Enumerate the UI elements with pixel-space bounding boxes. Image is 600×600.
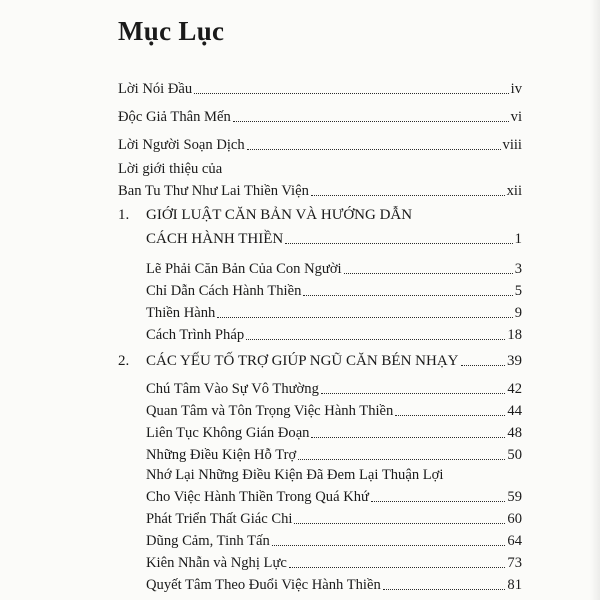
leader-dots <box>233 121 509 122</box>
leader-dots <box>298 459 505 460</box>
toc-entry-page: 50 <box>507 447 522 463</box>
chapter-heading <box>118 206 412 224</box>
toc-entry-page: 59 <box>507 489 522 505</box>
toc-entry-title: Lẽ Phải Căn Bản Của Con Người <box>146 261 342 277</box>
toc-entry <box>146 548 522 572</box>
leader-dots <box>383 589 506 590</box>
toc-entry-page: 73 <box>507 555 522 571</box>
toc-entry <box>146 254 522 278</box>
chapter-page: 1 <box>514 231 522 247</box>
chapter-number: 2. <box>118 353 130 369</box>
leader-dots <box>461 365 505 366</box>
toc-entry-page: 5 <box>514 283 522 299</box>
toc-entry-title: Lời Người Soạn Dịch <box>118 137 245 153</box>
toc-entry-title: Kiên Nhẫn và Nghị Lực <box>146 555 287 571</box>
toc-entry-page: viii <box>502 137 522 153</box>
leader-dots <box>371 501 505 502</box>
leader-dots <box>321 393 506 394</box>
leader-dots <box>311 195 505 196</box>
toc-entry-title: Những Điều Kiện Hỗ Trợ <box>146 447 297 463</box>
toc-entry-title: Cho Việc Hành Thiền Trong Quá Khứ <box>146 489 369 505</box>
toc-entry-page: 42 <box>507 381 522 397</box>
toc-entry <box>146 570 522 594</box>
toc-entry-page: xii <box>506 183 522 199</box>
toc-entry-title: Quyết Tâm Theo Đuổi Việc Hành Thiền <box>146 577 381 593</box>
leader-dots <box>395 415 505 416</box>
toc-entry <box>146 276 522 300</box>
leader-dots <box>311 437 505 438</box>
chapter-number: 1. <box>118 207 130 223</box>
chapter-heading <box>118 352 459 370</box>
toc-entry-page: 9 <box>514 305 522 321</box>
toc-entry-title-line1: Nhớ Lại Những Điều Kiện Đã Đem Lại Thuận Lợi <box>146 467 444 483</box>
leader-dots <box>217 317 512 318</box>
toc-entry-page: 64 <box>507 533 522 549</box>
toc-entry <box>146 374 522 398</box>
toc-entry-title: Ban Tu Thư Như Lai Thiền Viện <box>118 183 309 199</box>
toc-entry-title: Quan Tâm và Tôn Trọng Việc Hành Thiền <box>146 403 394 419</box>
chapter-entry <box>146 224 522 248</box>
leader-dots <box>344 273 513 274</box>
toc-entry <box>146 396 522 420</box>
toc-entry <box>146 418 522 442</box>
chapter-entry <box>118 346 522 370</box>
leader-dots <box>285 243 512 244</box>
toc-entry-title: Chú Tâm Vào Sự Vô Thường <box>146 381 319 397</box>
leader-dots <box>272 545 506 546</box>
toc-entry <box>118 102 522 126</box>
page-edge-shadow <box>590 0 600 600</box>
leader-dots <box>294 523 505 524</box>
toc-entry-page: vi <box>510 109 522 125</box>
toc-entry <box>118 130 522 154</box>
leader-dots <box>303 295 512 296</box>
toc-entry <box>146 482 522 506</box>
toc-entry-page: 81 <box>507 577 522 593</box>
toc-entry-page: 48 <box>507 425 522 441</box>
chapter-title: CÁC YẾU TỐ TRỢ GIÚP NGŨ CĂN BÉN NHẠY <box>146 353 459 369</box>
toc-entry-title: Thiền Hành <box>146 305 216 321</box>
toc-entry-page: 18 <box>507 327 522 343</box>
leader-dots <box>247 149 501 150</box>
toc-entry-title: Phát Triển Thất Giác Chi <box>146 511 293 527</box>
toc-entry-title: Liên Tục Không Gián Đoạn <box>146 425 310 441</box>
leader-dots <box>289 567 506 568</box>
toc-entry-page: iv <box>510 81 522 97</box>
page-title: Mục Lục <box>118 16 225 46</box>
toc-entry-title: Chỉ Dẫn Cách Hành Thiền <box>146 283 302 299</box>
toc-entry <box>118 74 522 98</box>
toc-entry <box>146 320 522 344</box>
toc-entry-page: 3 <box>514 261 522 277</box>
toc-entry <box>146 298 522 322</box>
toc-entry-page: 44 <box>507 403 522 419</box>
leader-dots <box>246 339 505 340</box>
toc-entry-title: Lời Nói Đầu <box>118 81 193 97</box>
toc-entry <box>146 504 522 528</box>
leader-dots <box>194 93 508 94</box>
toc-entry-title-line1: Lời giới thiệu của <box>118 161 223 177</box>
toc-entry-title: Độc Giả Thân Mến <box>118 109 231 125</box>
toc-entry <box>146 526 522 550</box>
toc-entry-page: 60 <box>507 511 522 527</box>
chapter-title-line2: CÁCH HÀNH THIỀN <box>146 231 284 247</box>
toc-entry-title: Dũng Cảm, Tinh Tấn <box>146 533 270 549</box>
toc-entry <box>146 440 522 464</box>
toc-entry-title: Cách Trình Pháp <box>146 327 245 343</box>
chapter-title-line1: GIỚI LUẬT CĂN BẢN VÀ HƯỚNG DẪN <box>146 207 413 223</box>
chapter-page: 39 <box>507 353 522 369</box>
toc-entry <box>118 176 522 200</box>
